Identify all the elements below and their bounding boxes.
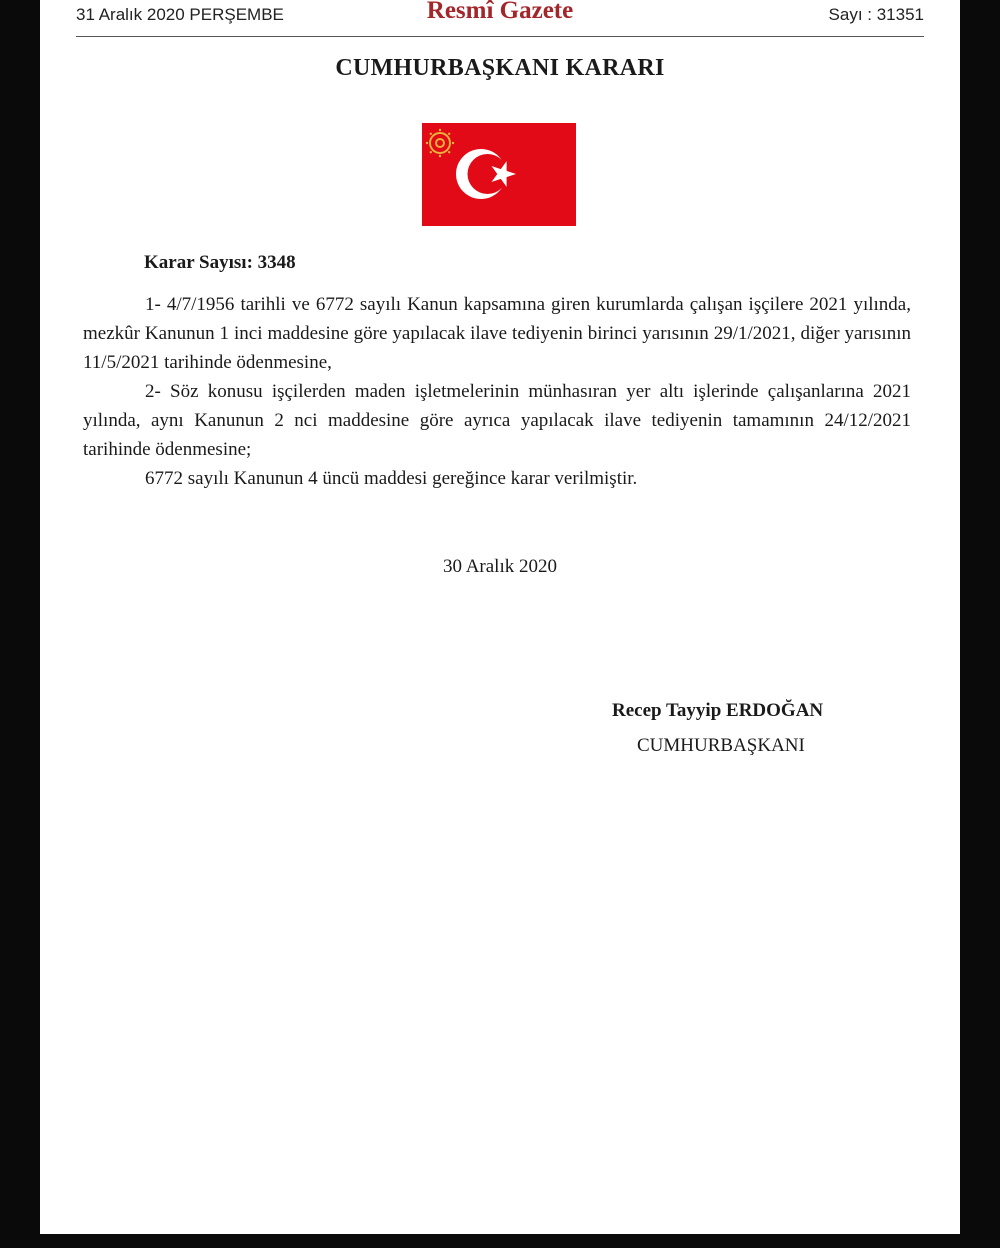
article-2-paragraph: 2- Söz konusu işçilerden maden işletmelerinin münhasıran yer altı işlerinde çalışanlarına 2021 yılında, aynı Kanunun 2 nci maddesine göre ayrıca yapılacak ilave tediyenin tamamının 24/12/2021 tarihinde ödenmesine; [83, 381, 911, 460]
gazette-name: Resmî Gazete [426, 0, 574, 24]
signing-date: 30 Aralık 2020 [443, 556, 557, 577]
document-title: CUMHURBAŞKANI KARARI [335, 55, 665, 81]
decision-number: Karar Sayısı: 3348 [144, 252, 296, 273]
header-date: 31 Aralık 2020 PERŞEMBE [76, 5, 284, 24]
issue-number: Sayı : 31351 [828, 5, 924, 24]
turkish-flag-icon [422, 123, 576, 226]
gazette-page [40, 0, 960, 1234]
gazette-header [76, 0, 924, 37]
signer-title: CUMHURBAŞKANI [637, 735, 805, 756]
closing-paragraph: 6772 sayılı Kanunun 4 üncü maddesi gereğince karar verilmiştir. [145, 468, 638, 489]
decision-body [83, 290, 911, 493]
presidential-emblem-icon [426, 129, 454, 157]
article-1-paragraph: 1- 4/7/1956 tarihli ve 6772 sayılı Kanun kapsamına giren kurumlarda çalışan işçilere 2021 yılında, mezkûr Kanunun 1 inci maddesine göre yapılacak ilave tediyenin birinci yarısının 29/1/2021, diğer yarısının 11/5/2021 tarihinde ödenmesine, [83, 294, 911, 373]
signer-name: Recep Tayyip ERDOĞAN [612, 700, 824, 721]
